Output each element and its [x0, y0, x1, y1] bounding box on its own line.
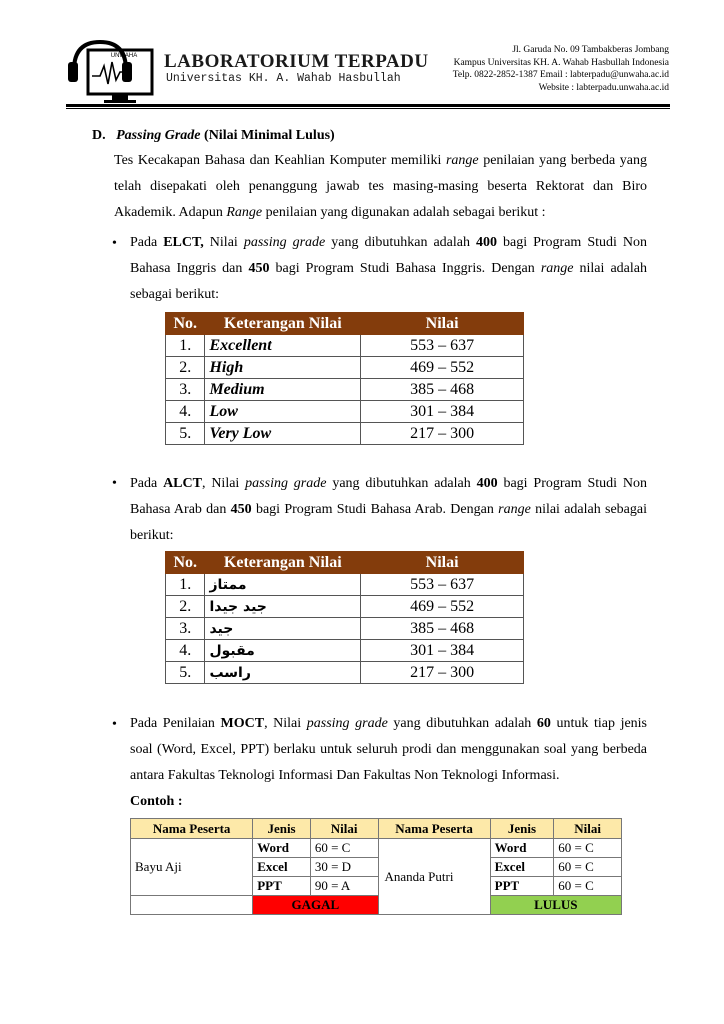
row-keterangan: مقبول — [205, 640, 361, 662]
row-no: 5. — [166, 662, 205, 684]
row-no: 1. — [166, 335, 205, 357]
jenis-cell: PPT — [253, 877, 311, 896]
moct-example-table — [130, 818, 622, 915]
col-header-no: No. — [166, 313, 205, 335]
row-keterangan: High — [205, 357, 361, 379]
alct-table — [165, 551, 524, 684]
contoh-label: Contoh : — [130, 794, 183, 809]
row-nilai: 385 – 468 — [361, 618, 524, 640]
row-no: 2. — [166, 357, 205, 379]
row-keterangan: Low — [205, 401, 361, 423]
table-row — [166, 618, 524, 640]
col-header-no: No. — [166, 552, 205, 574]
table-header-row — [166, 552, 524, 574]
row-keterangan: جيد جيدا — [205, 596, 361, 618]
row-nilai: 553 – 637 — [361, 335, 524, 357]
col-header-nilai-2: Nilai — [554, 819, 622, 839]
contact-phone-email: Telp. 0822-2852-1387 Email : labterpadu@unwaha.ac.id — [452, 70, 669, 80]
header-rule-thick — [66, 104, 670, 107]
nilai-cell: 60 = C — [310, 839, 378, 858]
table-row — [166, 335, 524, 357]
header-rule-thin — [66, 108, 670, 109]
alct-paragraph: Pada ALCT, Nilai passing grade yang dibutuhkan adalah 400 bagi Program Studi Non Bahasa Arab dan 450 bagi Program Studi Bahasa Arab. Dengan range nilai adalah sebagai berikut: — [130, 476, 647, 543]
table-row — [166, 574, 524, 596]
jenis-cell: Word — [253, 839, 311, 858]
col-header-nama-1: Nama Peserta — [131, 819, 253, 839]
col-header-nilai: Nilai — [361, 552, 524, 574]
row-nilai: 301 – 384 — [361, 640, 524, 662]
row-no: 1. — [166, 574, 205, 596]
row-no: 3. — [166, 618, 205, 640]
col-header-jenis-2: Jenis — [490, 819, 554, 839]
col-header-nilai-1: Nilai — [310, 819, 378, 839]
participant-name-2: Ananda Putri — [378, 839, 490, 915]
bullet-moct: • — [112, 717, 117, 732]
lab-title: LABORATORIUM TERPADU — [164, 51, 429, 72]
section-title-rest: (Nilai Minimal Lulus) — [200, 128, 335, 143]
col-header-keterangan: Keterangan Nilai — [205, 552, 361, 574]
table-header-row — [166, 313, 524, 335]
moct-paragraph: Pada Penilaian MOCT, Nilai passing grade yang dibutuhkan adalah 60 untuk tiap jenis soal (Word, Excel, PPT) berlaku untuk seluruh prodi dan menggunakan soal yang berbeda antara Fakultas Teknologi Informasi Dan Fakultas Non Teknologi Informasi. — [130, 716, 648, 783]
participant-name-1: Bayu Aji — [131, 839, 253, 896]
row-no: 2. — [166, 596, 205, 618]
nilai-cell: 60 = C — [554, 839, 622, 858]
row-keterangan: جيد — [205, 618, 361, 640]
col-header-keterangan: Keterangan Nilai — [205, 313, 361, 335]
row-keterangan: راسب — [205, 662, 361, 684]
table-row — [166, 379, 524, 401]
table-row — [131, 896, 622, 915]
bullet-elct: • — [112, 236, 117, 251]
jenis-cell: Word — [490, 839, 554, 858]
jenis-cell: Excel — [253, 858, 311, 877]
table-row — [166, 596, 524, 618]
nilai-cell: 30 = D — [310, 858, 378, 877]
row-keterangan: Excellent — [205, 335, 361, 357]
row-nilai: 217 – 300 — [361, 662, 524, 684]
logo-text: UNWAHA — [110, 53, 138, 59]
contact-campus: Kampus Universitas KH. A. Wahab Hasbullah Indonesia — [453, 57, 669, 68]
table-row — [166, 640, 524, 662]
bullet-alct: • — [112, 476, 117, 491]
table-row — [166, 357, 524, 379]
row-keterangan: Very Low — [205, 423, 361, 445]
row-nilai: 469 – 552 — [361, 357, 524, 379]
jenis-cell: PPT — [490, 877, 554, 896]
nilai-cell: 60 = C — [554, 858, 622, 877]
empty-cell — [131, 896, 253, 915]
table-row — [166, 401, 524, 423]
table-header-row — [131, 819, 622, 839]
section-letter: D. — [92, 128, 106, 143]
col-header-jenis-1: Jenis — [253, 819, 311, 839]
row-keterangan: Medium — [205, 379, 361, 401]
unwaha-logo — [66, 36, 156, 106]
jenis-cell: Excel — [490, 858, 554, 877]
section-title-italic: Passing Grade — [116, 128, 201, 143]
elct-paragraph: Pada ELCT, Nilai passing grade yang dibutuhkan adalah 400 bagi Program Studi Non Bahasa Inggris dan 450 bagi Program Studi Bahasa Inggris. Dengan range nilai adalah sebagai berikut: — [130, 235, 647, 302]
lab-subtitle: Universitas KH. A. Wahab Hasbullah — [166, 72, 401, 85]
contact-address: Jl. Garuda No. 09 Tambakberas Jombang — [512, 45, 669, 55]
intro-paragraph: Tes Kecakapan Bahasa dan Keahlian Komputer memiliki range penilaian yang berbeda yang telah disepakati oleh penanggung jawab tes masing-masing beserta Rektorat dan Biro Akademik. Adapun Range penilaian yang digunakan adalah sebagai berikut : — [114, 153, 648, 220]
row-nilai: 301 – 384 — [361, 401, 524, 423]
row-nilai: 469 – 552 — [361, 596, 524, 618]
contact-website: Website : labterpadu.unwaha.ac.id — [538, 82, 669, 93]
result-badge-lulus: LULUS — [490, 896, 621, 915]
row-nilai: 553 – 637 — [361, 574, 524, 596]
section-heading — [92, 128, 335, 144]
row-no: 3. — [166, 379, 205, 401]
col-header-nama-2: Nama Peserta — [378, 819, 490, 839]
row-no: 5. — [166, 423, 205, 445]
nilai-cell: 90 = A — [310, 877, 378, 896]
result-badge-gagal: GAGAL — [253, 896, 378, 915]
elct-table — [165, 312, 524, 445]
col-header-nilai: Nilai — [361, 313, 524, 335]
row-no: 4. — [166, 401, 205, 423]
row-nilai: 217 – 300 — [361, 423, 524, 445]
table-row — [166, 662, 524, 684]
table-row — [131, 839, 622, 858]
row-no: 4. — [166, 640, 205, 662]
contact-block — [453, 44, 669, 94]
row-keterangan: ممتاز — [205, 574, 361, 596]
nilai-cell: 60 = C — [554, 877, 622, 896]
row-nilai: 385 – 468 — [361, 379, 524, 401]
table-row — [166, 423, 524, 445]
